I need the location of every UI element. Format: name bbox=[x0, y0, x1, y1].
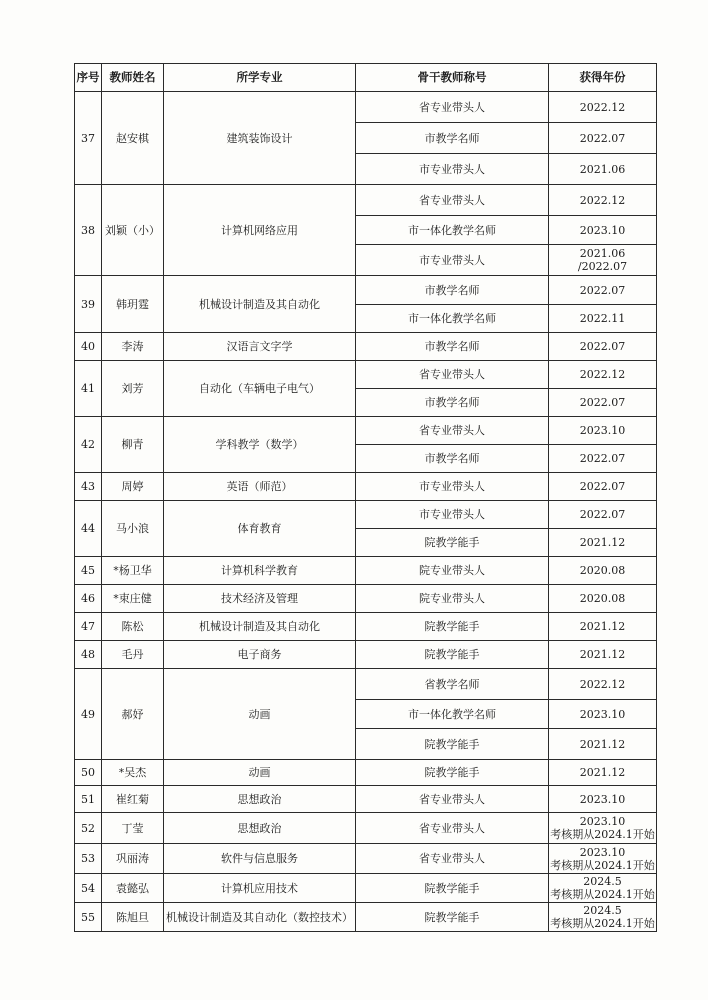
table-row bbox=[75, 813, 657, 844]
award-year-line: 2022.07 bbox=[579, 396, 626, 409]
table-row bbox=[75, 92, 657, 123]
teacher-name: 马小浪 bbox=[102, 501, 164, 557]
award-year-line: /2022.07 bbox=[577, 260, 628, 273]
teacher-no: 52 bbox=[75, 813, 102, 844]
award-year bbox=[549, 813, 657, 844]
teacher-no: 54 bbox=[75, 874, 102, 903]
award-title: 省专业带头人 bbox=[356, 417, 549, 445]
teacher-major: 建筑装饰设计 bbox=[164, 92, 356, 185]
teacher-major: 思想政治 bbox=[164, 786, 356, 813]
award-title: 市专业带头人 bbox=[356, 245, 549, 276]
award-title: 省专业带头人 bbox=[356, 786, 549, 813]
teacher-no: 45 bbox=[75, 557, 102, 585]
award-title: 省专业带头人 bbox=[356, 92, 549, 123]
table-row bbox=[75, 557, 657, 585]
teacher-name: *束庄健 bbox=[102, 585, 164, 613]
award-year bbox=[549, 473, 657, 501]
award-year-line: 2022.07 bbox=[579, 508, 626, 521]
award-year bbox=[549, 700, 657, 729]
award-year bbox=[549, 729, 657, 760]
teacher-name: 袁懿弘 bbox=[102, 874, 164, 903]
teacher-major: 动画 bbox=[164, 669, 356, 760]
table-row bbox=[75, 903, 657, 932]
award-title: 市教学名师 bbox=[356, 389, 549, 417]
teacher-name: 柳青 bbox=[102, 417, 164, 473]
teacher-name: 巩丽涛 bbox=[102, 844, 164, 874]
teacher-name: 刘芳 bbox=[102, 361, 164, 417]
award-year-line: 2022.12 bbox=[579, 368, 626, 381]
award-year-line: 2023.10 bbox=[579, 223, 626, 237]
header-teacher-name: 教师姓名 bbox=[102, 64, 164, 92]
award-year bbox=[549, 613, 657, 641]
award-year bbox=[549, 417, 657, 445]
teacher-major: 动画 bbox=[164, 760, 356, 786]
table-row bbox=[75, 786, 657, 813]
award-year-line: 考核期从2024.1开始 bbox=[550, 888, 655, 901]
award-year-line: 考核期从2024.1开始 bbox=[550, 917, 655, 930]
teacher-name: 周婷 bbox=[102, 473, 164, 501]
award-year bbox=[549, 276, 657, 305]
award-year bbox=[549, 154, 657, 185]
award-title: 市教学名师 bbox=[356, 445, 549, 473]
award-year bbox=[549, 445, 657, 473]
teacher-major: 自动化（车辆电子电气） bbox=[164, 361, 356, 417]
teacher-major: 机械设计制造及其自动化（数控技术） bbox=[164, 903, 356, 932]
award-title: 市一体化教学名师 bbox=[356, 216, 549, 245]
award-title: 省专业带头人 bbox=[356, 185, 549, 216]
teacher-major: 计算机应用技术 bbox=[164, 874, 356, 903]
award-title: 院教学能手 bbox=[356, 760, 549, 786]
header-title: 骨干教师称号 bbox=[356, 64, 549, 92]
award-year-line: 2020.08 bbox=[579, 592, 626, 605]
award-year bbox=[549, 903, 657, 932]
teacher-major: 机械设计制造及其自动化 bbox=[164, 276, 356, 333]
teacher-major: 计算机网络应用 bbox=[164, 185, 356, 276]
teacher-name: 陈松 bbox=[102, 613, 164, 641]
award-year bbox=[549, 245, 657, 276]
table-row bbox=[75, 276, 657, 305]
teacher-major: 电子商务 bbox=[164, 641, 356, 669]
award-year bbox=[549, 305, 657, 333]
award-title: 市教学名师 bbox=[356, 276, 549, 305]
award-year-line: 2022.07 bbox=[579, 283, 626, 297]
award-title: 市专业带头人 bbox=[356, 154, 549, 185]
teacher-name: 赵安棋 bbox=[102, 92, 164, 185]
teacher-major: 思想政治 bbox=[164, 813, 356, 844]
teacher-roster-table bbox=[74, 63, 657, 932]
table-row bbox=[75, 473, 657, 501]
award-year-line: 2020.08 bbox=[579, 564, 626, 577]
teacher-no: 43 bbox=[75, 473, 102, 501]
award-title: 市教学名师 bbox=[356, 333, 549, 361]
teacher-name: *吴杰 bbox=[102, 760, 164, 786]
award-year bbox=[549, 844, 657, 874]
teacher-name: 崔红菊 bbox=[102, 786, 164, 813]
table-row bbox=[75, 185, 657, 216]
award-year bbox=[549, 669, 657, 700]
table-row bbox=[75, 361, 657, 389]
teacher-no: 48 bbox=[75, 641, 102, 669]
award-year-line: 2022.07 bbox=[579, 131, 626, 145]
teacher-name: 毛丹 bbox=[102, 641, 164, 669]
award-title: 院教学能手 bbox=[356, 729, 549, 760]
award-title: 院教学能手 bbox=[356, 529, 549, 557]
award-title: 省专业带头人 bbox=[356, 813, 549, 844]
award-year-line: 考核期从2024.1开始 bbox=[550, 828, 655, 841]
award-title: 院教学能手 bbox=[356, 613, 549, 641]
teacher-no: 40 bbox=[75, 333, 102, 361]
table-row bbox=[75, 760, 657, 786]
teacher-no: 53 bbox=[75, 844, 102, 874]
table-row bbox=[75, 844, 657, 874]
award-year-line: 2021.12 bbox=[579, 648, 626, 661]
award-title: 院教学能手 bbox=[356, 874, 549, 903]
header-year: 获得年份 bbox=[549, 64, 657, 92]
award-year bbox=[549, 501, 657, 529]
award-year bbox=[549, 760, 657, 786]
teacher-no: 51 bbox=[75, 786, 102, 813]
teacher-name: 丁莹 bbox=[102, 813, 164, 844]
teacher-name: 郝妤 bbox=[102, 669, 164, 760]
award-year-line: 2021.12 bbox=[579, 737, 626, 751]
award-year-line: 2022.12 bbox=[579, 193, 626, 207]
table-row bbox=[75, 585, 657, 613]
award-year bbox=[549, 361, 657, 389]
teacher-major: 技术经济及管理 bbox=[164, 585, 356, 613]
award-title: 院专业带头人 bbox=[356, 585, 549, 613]
award-year-line: 2022.07 bbox=[579, 340, 626, 353]
teacher-major: 机械设计制造及其自动化 bbox=[164, 613, 356, 641]
header-major: 所学专业 bbox=[164, 64, 356, 92]
teacher-major: 汉语言文字学 bbox=[164, 333, 356, 361]
award-year bbox=[549, 333, 657, 361]
award-year bbox=[549, 641, 657, 669]
teacher-major: 英语（师范） bbox=[164, 473, 356, 501]
award-year-line: 2023.10 bbox=[579, 815, 626, 828]
award-title: 省专业带头人 bbox=[356, 844, 549, 874]
award-year bbox=[549, 874, 657, 903]
award-title: 省教学名师 bbox=[356, 669, 549, 700]
teacher-major: 学科教学（数学） bbox=[164, 417, 356, 473]
teacher-no: 47 bbox=[75, 613, 102, 641]
teacher-no: 37 bbox=[75, 92, 102, 185]
table-row bbox=[75, 669, 657, 700]
award-year-line: 2023.10 bbox=[579, 845, 626, 859]
table-row bbox=[75, 501, 657, 529]
award-year-line: 2023.10 bbox=[579, 707, 626, 721]
award-title: 院教学能手 bbox=[356, 641, 549, 669]
award-year-line: 2021.06 bbox=[579, 162, 626, 176]
award-year-line: 2021.12 bbox=[579, 766, 626, 779]
teacher-name: *杨卫华 bbox=[102, 557, 164, 585]
teacher-name: 陈旭旦 bbox=[102, 903, 164, 932]
award-title: 省专业带头人 bbox=[356, 361, 549, 389]
award-year-line: 2021.06 bbox=[579, 247, 626, 260]
award-year-line: 2021.12 bbox=[579, 620, 626, 633]
teacher-no: 38 bbox=[75, 185, 102, 276]
award-title: 市一体化教学名师 bbox=[356, 305, 549, 333]
award-year-line: 2022.11 bbox=[579, 312, 626, 325]
award-year-line: 2023.10 bbox=[579, 424, 626, 437]
teacher-major: 计算机科学教育 bbox=[164, 557, 356, 585]
teacher-no: 49 bbox=[75, 669, 102, 760]
award-year bbox=[549, 123, 657, 154]
award-year-line: 2024.5 bbox=[583, 904, 622, 917]
header-no: 序号 bbox=[75, 64, 102, 92]
table-row bbox=[75, 613, 657, 641]
award-title: 院教学能手 bbox=[356, 903, 549, 932]
award-title: 市专业带头人 bbox=[356, 473, 549, 501]
award-year bbox=[549, 585, 657, 613]
table-row bbox=[75, 333, 657, 361]
award-year-line: 2022.12 bbox=[579, 100, 626, 114]
teacher-no: 42 bbox=[75, 417, 102, 473]
table-row bbox=[75, 874, 657, 903]
award-year-line: 2022.07 bbox=[579, 480, 626, 493]
award-title: 院专业带头人 bbox=[356, 557, 549, 585]
award-year bbox=[549, 786, 657, 813]
award-year-line: 2022.07 bbox=[579, 452, 626, 465]
teacher-name: 韩玥霆 bbox=[102, 276, 164, 333]
teacher-no: 39 bbox=[75, 276, 102, 333]
award-year bbox=[549, 389, 657, 417]
award-year-line: 2023.10 bbox=[579, 792, 626, 806]
award-year-line: 2021.12 bbox=[579, 536, 626, 549]
award-year-line: 考核期从2024.1开始 bbox=[550, 858, 655, 872]
header-row bbox=[75, 64, 657, 92]
teacher-major: 软件与信息服务 bbox=[164, 844, 356, 874]
award-title: 市专业带头人 bbox=[356, 501, 549, 529]
teacher-name: 刘颖（小） bbox=[102, 185, 164, 276]
teacher-no: 46 bbox=[75, 585, 102, 613]
award-year bbox=[549, 92, 657, 123]
award-year bbox=[549, 557, 657, 585]
teacher-no: 44 bbox=[75, 501, 102, 557]
award-title: 市教学名师 bbox=[356, 123, 549, 154]
roster-body bbox=[75, 92, 657, 932]
award-year bbox=[549, 529, 657, 557]
award-title: 市一体化教学名师 bbox=[356, 700, 549, 729]
award-year-line: 2024.5 bbox=[583, 875, 622, 888]
award-year bbox=[549, 216, 657, 245]
table-row bbox=[75, 417, 657, 445]
teacher-no: 55 bbox=[75, 903, 102, 932]
award-year bbox=[549, 185, 657, 216]
teacher-no: 50 bbox=[75, 760, 102, 786]
teacher-major: 体育教育 bbox=[164, 501, 356, 557]
table-row bbox=[75, 641, 657, 669]
award-year-line: 2022.12 bbox=[579, 677, 626, 691]
teacher-no: 41 bbox=[75, 361, 102, 417]
teacher-name: 李涛 bbox=[102, 333, 164, 361]
